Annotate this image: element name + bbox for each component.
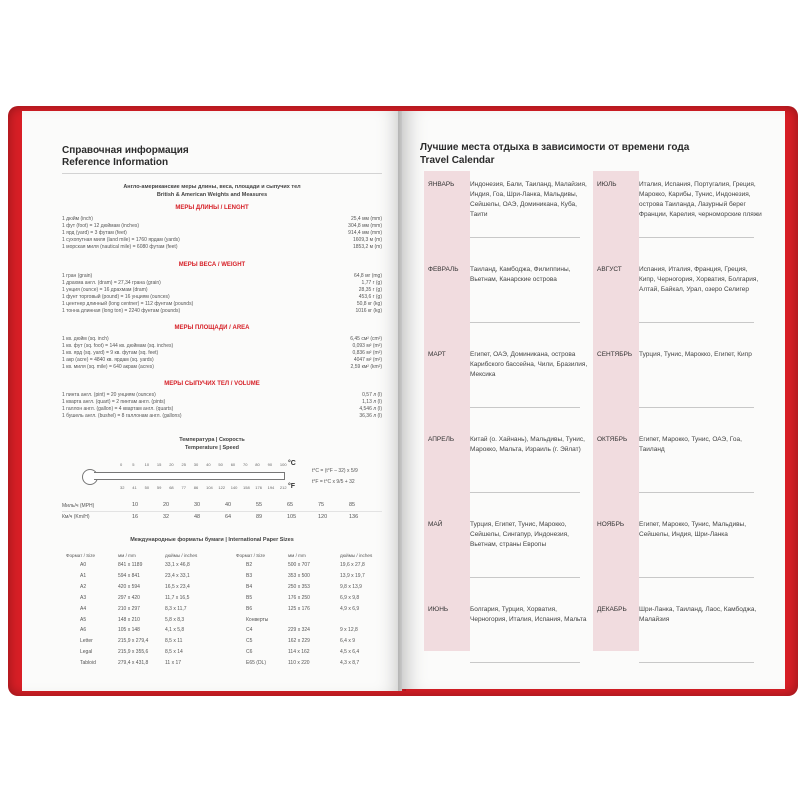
fahrenheit-tick: 194 xyxy=(267,485,275,490)
weight-row-label: 1 гран (grain) xyxy=(62,273,93,279)
speed-kmh-value: 105 xyxy=(287,514,297,520)
weight-row-value: 453,6 г (g) xyxy=(358,294,382,300)
paper-cell: 11 x 17 xyxy=(165,660,182,667)
fahrenheit-tick: 68 xyxy=(169,485,174,490)
month-destinations: Турция, Тунис, Марокко, Египет, Кипр xyxy=(639,351,752,358)
volume-row xyxy=(62,413,382,420)
speed-mph-value: 30 xyxy=(194,502,201,508)
month-rule xyxy=(639,407,754,408)
temp-title: Температура | Скорость xyxy=(179,437,245,443)
left-title-en: Reference Information xyxy=(62,157,169,168)
length-row-value: 25,4 мм (mm) xyxy=(350,216,382,222)
weight-row xyxy=(62,287,382,294)
paper-cell: 6,4 x 9 xyxy=(340,638,356,645)
length-row-value: 914,4 мм (mm) xyxy=(348,230,382,236)
fahrenheit-tick: 59 xyxy=(156,485,162,490)
weight-row-label: 1 драхма англ. (dram) = 27,34 грана (grain) xyxy=(62,280,161,286)
speed-kmh-value: 64 xyxy=(225,514,232,520)
paper-header: мм / mm xyxy=(288,553,306,558)
month-name: ОКТЯБРЬ xyxy=(597,436,628,443)
paper-cell: A6 xyxy=(80,627,87,634)
length-row xyxy=(62,223,382,230)
paper-header: Формат / Size xyxy=(66,553,96,558)
formula-c: t°C = (t°F – 32) x 5/9 xyxy=(312,468,358,474)
weight-row xyxy=(62,294,382,301)
paper-cell: 250 x 353 xyxy=(288,583,310,590)
weights-title: Англо-американские меры длины, веса, площади и сыпучих тел xyxy=(123,184,301,190)
paper-cell: 9 x 12,8 xyxy=(340,627,358,634)
speed-kmh-value: 136 xyxy=(349,514,359,520)
month-rule xyxy=(470,492,580,493)
paper-cell: 8,3 x 11,7 xyxy=(165,605,187,612)
volume-row xyxy=(62,399,382,406)
paper-cell: 125 x 176 xyxy=(288,605,310,612)
paper-cell: E65 (DL) xyxy=(246,660,267,667)
area-row xyxy=(62,336,382,343)
left-title-ru: Справочная информация xyxy=(62,145,189,156)
month-rule xyxy=(470,322,580,323)
fahrenheit-tick: 86 xyxy=(193,485,199,490)
area-row-value: 4047 м² (m²) xyxy=(353,357,382,363)
area-row-value: 0,093 м² (m²) xyxy=(352,343,382,349)
volume-row-label: 1 пинта англ. (pint) = 20 унциям (ounces) xyxy=(62,392,156,398)
speed-divider xyxy=(62,511,382,512)
right-title-ru: Лучшие места отдыха в зависимости от времени года xyxy=(420,142,690,153)
paper-cell: 11,7 x 16,5 xyxy=(165,594,190,601)
area-row-label: 1 кв. дюйм (sq. inch) xyxy=(62,336,109,342)
paper-cell: A5 xyxy=(80,616,87,623)
paper-cell: C4 xyxy=(246,627,253,634)
fahrenheit-tick: 50 xyxy=(144,485,150,490)
paper-cell: 841 x 1189 xyxy=(118,562,143,568)
paper-cell: 6,9 x 9,8 xyxy=(340,594,360,601)
month-name: АВГУСТ xyxy=(597,266,622,273)
paper-cell: 215,9 x 279,4 xyxy=(118,638,149,645)
volume-row-label: 1 кварта англ. (quart) = 2 пинтам англ. (pints) xyxy=(62,399,166,405)
paper-cell: Letter xyxy=(80,638,93,645)
calendar-band-right xyxy=(593,171,639,651)
temp-title-en: Temperature | Speed xyxy=(184,445,239,451)
month-name: ИЮЛЬ xyxy=(597,181,617,188)
paper-cell: 279,4 x 431,8 xyxy=(118,660,149,667)
paper-title: Международные форматы бумаги | International Paper Sizes xyxy=(130,537,294,543)
weight-row-label: 1 унция (ounce) = 16 драхмам (dram) xyxy=(62,287,148,293)
left-page xyxy=(22,111,402,691)
volume-row-value: 1,13 л (l) xyxy=(362,399,382,405)
month-name: МАЙ xyxy=(428,521,443,528)
area-row-label: 1 кв. миля (sq. mile) = 640 акрам (acres) xyxy=(62,364,154,370)
area-row-value: 6,45 см² (cm²) xyxy=(350,336,382,342)
speed-mph-value: 10 xyxy=(132,502,139,508)
celsius-tick: 25 xyxy=(181,462,186,467)
celsius-tick: 50 xyxy=(218,462,223,467)
month-destinations: Испания, Италия, Франция, Греция, Кипр, Черногория, Хорватия, Болгария, Алтай, Байкал, Урал, озеро Селигер xyxy=(639,266,759,293)
month-destinations: Шри-Ланка, Таиланд, Лаос, Камбоджа, Малайзия xyxy=(639,606,757,623)
paper-header: дюймы / inches xyxy=(165,553,198,558)
length-row-label: 1 морская миля (nautical mile) = 6080 футам (feet) xyxy=(62,244,178,250)
month-rule xyxy=(470,407,580,408)
speed-kmh-value: 48 xyxy=(194,514,201,520)
speed-mph-value: 55 xyxy=(256,502,263,508)
weight-row-value: 50,8 кг (kg) xyxy=(356,301,382,307)
month-destinations: Таиланд, Камбоджа, Филиппины, Вьетнам, Канарские острова xyxy=(470,266,571,283)
month-rule xyxy=(639,662,754,663)
paper-cell: 23,4 x 33,1 xyxy=(165,572,190,579)
paper-cell: 8,5 x 14 xyxy=(165,649,183,656)
paper-cell: 420 x 594 xyxy=(118,583,140,590)
paper-cell: 4,3 x 8,7 xyxy=(340,660,360,667)
length-row-label: 1 дюйм (inch) xyxy=(62,216,93,222)
area-title: МЕРЫ ПЛОЩАДИ / AREA xyxy=(174,325,250,331)
celsius-tick: 100 xyxy=(279,462,287,467)
month-rule xyxy=(639,322,754,323)
month-destinations: Египет, Марокко, Тунис, Мальдивы, Сейшелы, Индия, Шри-Ланка xyxy=(639,521,747,538)
celsius-tick: 90 xyxy=(267,462,273,467)
month-destinations: Китай (о. Хайнань), Мальдивы, Тунис, Марокко, Мальта, Израиль (г. Эйлат) xyxy=(470,436,585,453)
paper-cell: B3 xyxy=(246,572,253,579)
area-row xyxy=(62,350,382,357)
length-row-value: 1853,2 м (m) xyxy=(352,244,382,250)
weight-row-label: 1 тонна длинная (long ton) = 2240 фунтам (pounds) xyxy=(62,308,181,314)
weight-row xyxy=(62,273,382,280)
calendar-band-left xyxy=(424,171,470,651)
paper-cell: 110 x 220 xyxy=(288,660,310,667)
month-destinations: Болгария, Турция, Хорватия, Черногория, Италия, Испания, Мальта xyxy=(470,606,587,623)
area-row xyxy=(62,364,382,371)
paper-cell: 215,9 x 355,6 xyxy=(118,649,149,656)
volume-title: МЕРЫ СЫПУЧИХ ТЕЛ / VOLUME xyxy=(164,381,260,387)
month-destinations: Египет, ОАЭ, Доминикана, острова Карибского бассейна, Чили, Бразилия, Мексика xyxy=(470,351,588,378)
volume-row xyxy=(62,392,382,399)
speed-mph-value: 75 xyxy=(318,502,325,508)
month-rule xyxy=(639,577,754,578)
fahrenheit-tick: 158 xyxy=(243,485,250,490)
unit-fahrenheit: °F xyxy=(288,483,296,490)
weight-row xyxy=(62,301,382,308)
area-row xyxy=(62,357,382,364)
length-row-label: 1 ярд (yard) = 3 футам (feet) xyxy=(62,230,127,236)
paper-cell: 16,5 x 23,4 xyxy=(165,583,190,590)
paper-cell: A1 xyxy=(80,572,87,579)
unit-celsius: °C xyxy=(288,460,296,467)
fahrenheit-tick: 104 xyxy=(206,485,213,490)
paper-cell: A2 xyxy=(80,583,87,590)
area-row-label: 1 кв. ярд (sq. yard) = 9 кв. футам (sq. feet) xyxy=(62,350,159,356)
volume-row-value: 4,546 л (l) xyxy=(359,406,382,412)
paper-header: Формат / Size xyxy=(236,553,266,558)
weight-row-label: 1 фунт торговый (pound) = 16 унциям (ounces) xyxy=(62,294,170,300)
paper-cell: B6 xyxy=(246,605,253,612)
paper-cell: 105 x 148 xyxy=(118,627,140,634)
left-header-rule xyxy=(62,173,382,174)
fahrenheit-tick: 140 xyxy=(230,485,238,490)
paper-cell: 114 x 162 xyxy=(288,649,310,656)
month-name: ФЕВРАЛЬ xyxy=(428,266,459,273)
length-row xyxy=(62,237,382,244)
month-destinations: Италия, Испания, Португалия, Греция, Марокко, Карибы, Тунис, Индонезия, острова Таиланда, Лазурный берег Франции, Карелия, черноморские пляжи xyxy=(639,181,762,218)
paper-header: дюймы / inches xyxy=(340,553,373,558)
paper-cell: A0 xyxy=(80,562,87,568)
celsius-tick: 70 xyxy=(243,462,248,467)
celsius-tick: 40 xyxy=(206,462,211,467)
volume-row-value: 0,57 л (l) xyxy=(362,392,382,398)
paper-cell: Конверты xyxy=(246,616,269,623)
paper-cell: 4,5 x 6,4 xyxy=(340,649,360,656)
volume-row-value: 36,36 л (l) xyxy=(359,413,382,419)
paper-cell: 594 x 841 xyxy=(118,572,140,579)
paper-cell: 297 x 420 xyxy=(118,594,140,601)
speed-kmh-value: 120 xyxy=(318,514,328,520)
fahrenheit-tick: 176 xyxy=(255,485,262,490)
celsius-tick: 15 xyxy=(156,462,162,467)
paper-header: мм / mm xyxy=(118,553,136,558)
month-destinations: Турция, Египет, Тунис, Марокко, Сейшелы, Сингапур, Индонезия, Вьетнам, страны Европы xyxy=(470,521,569,548)
speed-kmh-label: Км/ч (Km/H) xyxy=(62,514,90,520)
weight-row xyxy=(62,308,382,315)
paper-cell: 9,8 x 13,9 xyxy=(340,583,362,590)
fahrenheit-tick: 41 xyxy=(132,485,137,490)
paper-cell: 500 x 707 xyxy=(288,562,310,568)
speed-mph-value: 40 xyxy=(225,502,232,508)
month-name: НОЯБРЬ xyxy=(597,521,625,528)
celsius-tick: 10 xyxy=(144,462,150,467)
month-name: МАРТ xyxy=(428,351,446,358)
paper-cell: 13,9 x 19,7 xyxy=(340,572,365,579)
paper-cell: 176 x 250 xyxy=(288,594,310,601)
paper-cell: Legal xyxy=(80,649,93,656)
paper-cell: 210 x 297 xyxy=(118,605,140,612)
volume-row-label: 1 бушель англ. (bushel) = 8 галлонам англ. (gallons) xyxy=(62,413,182,419)
celsius-tick: 0 xyxy=(120,462,123,467)
celsius-tick: 5 xyxy=(132,462,135,467)
formula-f: t°F = t°C x 9/5 + 32 xyxy=(312,479,355,485)
month-name: ЯНВАРЬ xyxy=(428,181,455,188)
month-destinations: Индонезия, Бали, Таиланд, Малайзия, Индия, Гоа, Шри-Ланка, Мальдивы, Сейшелы, ОАЭ, Доминикана, Куба, Таити xyxy=(470,181,587,218)
paper-cell: 8,5 x 11 xyxy=(165,638,183,645)
fahrenheit-tick: 212 xyxy=(279,485,287,490)
month-name: СЕНТЯБРЬ xyxy=(597,351,633,358)
month-destinations: Египет, Марокко, Тунис, ОАЭ, Гоа, Таиланд xyxy=(639,436,742,453)
volume-row-label: 1 галлон англ. (gallon) = 4 квартам англ. (quarts) xyxy=(62,406,174,412)
month-rule xyxy=(639,237,754,238)
fahrenheit-tick: 77 xyxy=(181,485,186,490)
weight-row xyxy=(62,280,382,287)
month-rule xyxy=(470,662,580,663)
paper-cell: 229 x 324 xyxy=(288,627,310,634)
length-title: МЕРЫ ДЛИНЫ / LENGHT xyxy=(175,205,249,211)
speed-mph-label: Миль/ч (MPH) xyxy=(62,503,95,509)
month-rule xyxy=(470,237,580,238)
speed-kmh-value: 32 xyxy=(163,514,170,520)
paper-cell: Tabloid xyxy=(80,660,96,667)
speed-mph-value: 65 xyxy=(287,502,294,508)
paper-cell: B4 xyxy=(246,583,253,590)
celsius-tick: 30 xyxy=(193,462,199,467)
length-row-value: 304,8 мм (mm) xyxy=(348,223,382,229)
length-row-label: 1 фут (foot) = 12 дюймам (inches) xyxy=(62,223,140,229)
right-page xyxy=(402,111,785,689)
area-row-label: 1 акр (acre) = 4840 кв. ярдам (sq. yards) xyxy=(62,357,154,363)
month-name: ИЮНЬ xyxy=(428,606,449,613)
month-rule xyxy=(470,577,580,578)
area-row-label: 1 кв. фут (sq. foot) = 144 кв. дюймам (sq. inches) xyxy=(62,343,174,349)
weight-row-value: 28,35 г (g) xyxy=(358,287,382,293)
paper-cell: 19,6 x 27,8 xyxy=(340,562,365,568)
month-name: АПРЕЛЬ xyxy=(428,436,455,443)
paper-cell: C5 xyxy=(246,638,253,645)
speed-mph-value: 85 xyxy=(349,502,356,508)
length-row-value: 1609,3 м (m) xyxy=(352,237,382,243)
length-row xyxy=(62,230,382,237)
length-row xyxy=(62,216,382,223)
celsius-tick: 80 xyxy=(255,462,260,467)
weights-title-en: British & American Weights and Measures xyxy=(156,192,268,198)
right-title-en: Travel Calendar xyxy=(420,155,495,166)
paper-cell: 148 x 210 xyxy=(118,616,140,623)
length-row-label: 1 сухопутная миля (land mile) = 1760 ярдам (yards) xyxy=(62,237,180,243)
speed-mph-value: 20 xyxy=(163,502,170,508)
volume-row xyxy=(62,406,382,413)
paper-cell: B5 xyxy=(246,594,253,601)
weight-row-value: 1016 кг (kg) xyxy=(355,308,382,314)
month-rule xyxy=(639,492,754,493)
weight-row-label: 1 центнер длинный (long centner) = 112 фунтам (pounds) xyxy=(62,301,194,307)
paper-cell: 4,1 x 5,8 xyxy=(165,627,185,634)
weight-title: МЕРЫ ВЕСА / WEIGHT xyxy=(178,262,246,268)
paper-cell: A4 xyxy=(80,605,87,612)
speed-kmh-value: 16 xyxy=(132,514,139,520)
paper-cell: 4,9 x 6,9 xyxy=(340,605,360,612)
celsius-tick: 20 xyxy=(169,462,174,467)
fahrenheit-tick: 122 xyxy=(218,485,226,490)
paper-cell: 353 x 500 xyxy=(288,572,310,579)
month-name: ДЕКАБРЬ xyxy=(597,606,627,613)
paper-cell: C6 xyxy=(246,649,253,656)
area-row xyxy=(62,343,382,350)
paper-cell: 162 x 229 xyxy=(288,638,310,645)
paper-cell: 33,1 x 46,8 xyxy=(165,562,190,568)
speed-kmh-value: 89 xyxy=(256,514,263,520)
paper-cell: B2 xyxy=(246,562,253,568)
thermometer-tube xyxy=(94,472,285,480)
weight-row-value: 64,8 мг (mg) xyxy=(353,273,382,279)
area-row-value: 0,836 м² (m²) xyxy=(352,350,382,356)
weight-row-value: 1,77 г (g) xyxy=(361,280,382,286)
fahrenheit-tick: 32 xyxy=(120,485,125,490)
area-row-value: 2,59 км² (km²) xyxy=(350,364,382,370)
paper-cell: 5,8 x 8,3 xyxy=(165,616,185,623)
celsius-tick: 60 xyxy=(230,462,236,467)
paper-cell: A3 xyxy=(80,594,87,601)
length-row xyxy=(62,244,382,251)
